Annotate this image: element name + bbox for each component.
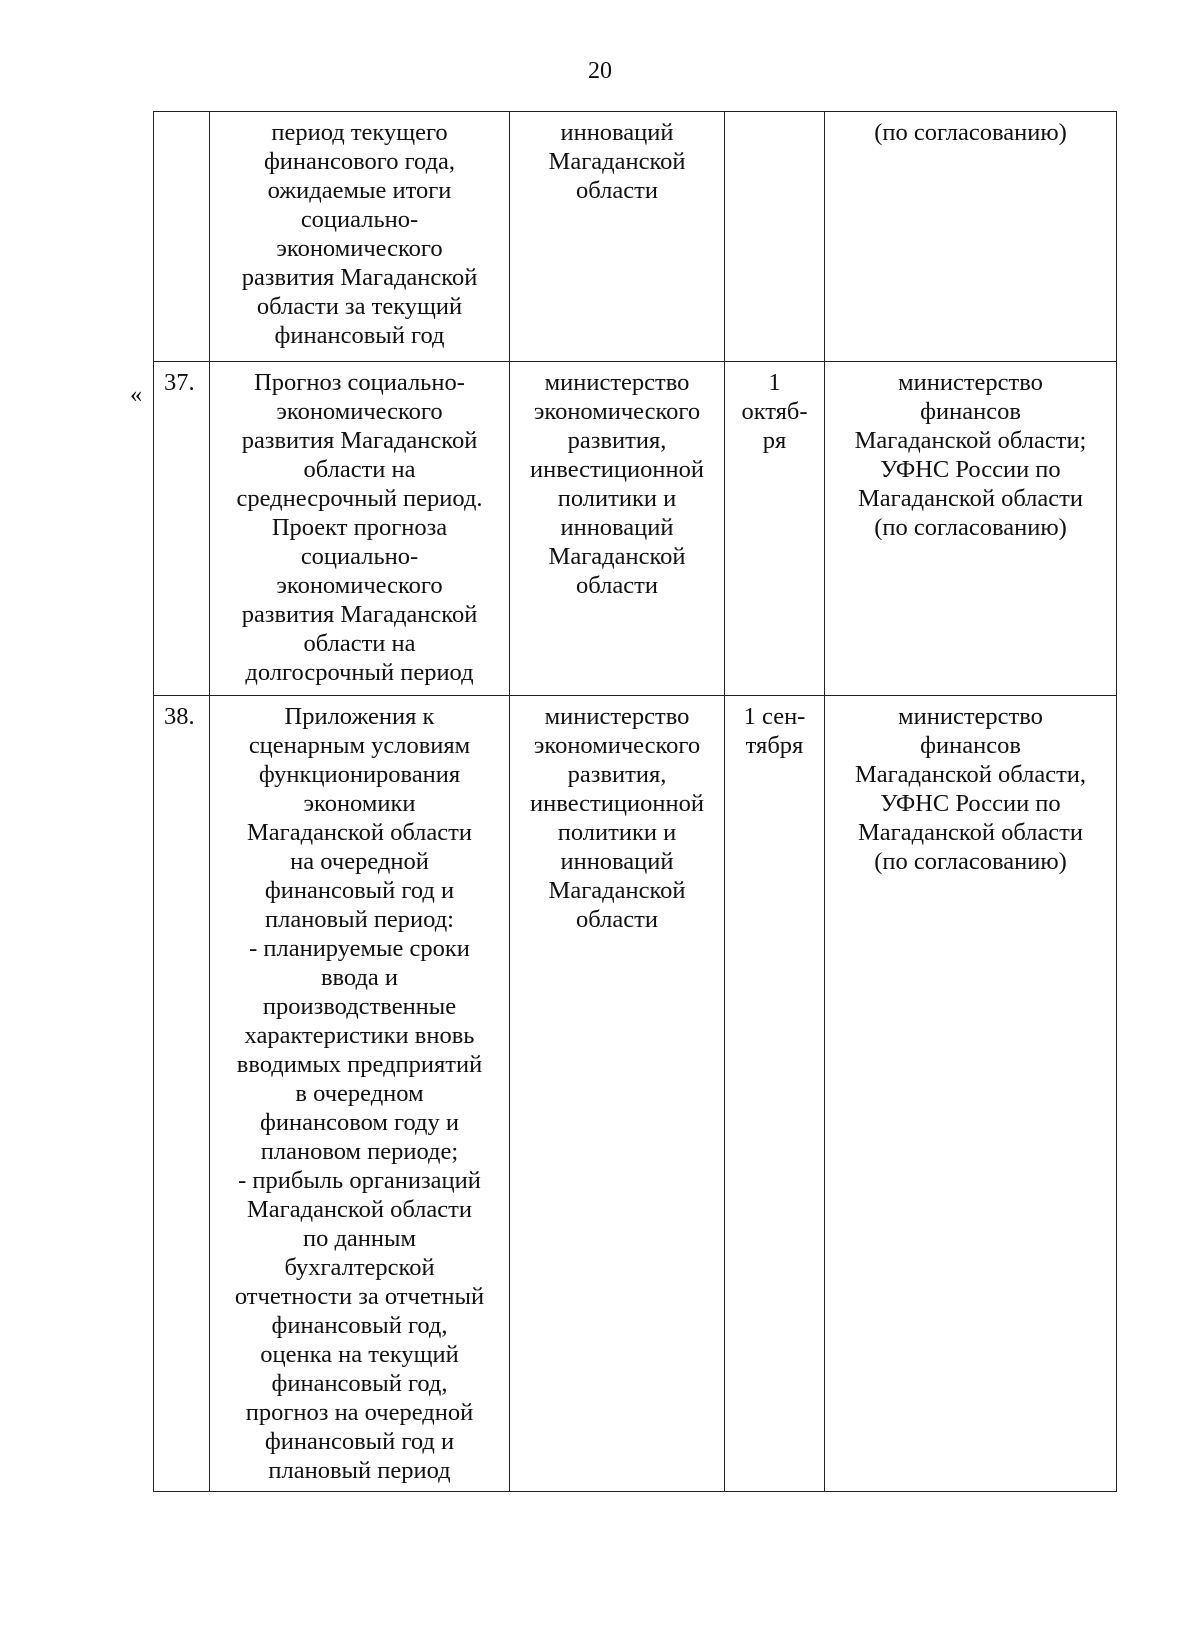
deadline-cell xyxy=(725,112,825,362)
plan-table xyxy=(153,111,1117,1492)
responsible-cell: министерство экономического развития, инвестиционной политики и инноваций Магаданской области xyxy=(510,362,725,696)
task-name-cell: Прогноз социально- экономического развития Магаданской области на среднесрочный период. Проект прогноза социально- экономического развития Магаданской области на долгосрочный период xyxy=(210,362,510,696)
task-name-cell: период текущего финансового года, ожидаемые итоги социально- экономического развития Магаданской области за текущий финансовый год xyxy=(210,112,510,362)
row-number-cell xyxy=(154,112,210,362)
table-row-continuation xyxy=(154,112,1117,362)
row-number-cell: 38. xyxy=(154,696,210,1492)
table-row-38 xyxy=(154,696,1117,1492)
responsible-cell: инноваций Магаданской области xyxy=(510,112,725,362)
task-name-cell: Приложения к сценарным условиям функционирования экономики Магаданской области на очередной финансовый год и плановый период: - планируемые сроки ввода и производственные характеристики вновь вводимых предприятий в очередном финансовом году и плановом периоде; - прибыль организаций Магаданской области по данным бухгалтерской отчетности за отчетный финансовый год, оценка на текущий финансовый год, прогноз на очередной финансовый год и плановый период xyxy=(210,696,510,1492)
responsible-cell: министерство экономического развития, инвестиционной политики и инноваций Магаданской области xyxy=(510,696,725,1492)
coexecutors-cell: (по согласованию) xyxy=(825,112,1117,362)
coexecutors-cell: министерство финансов Магаданской области, УФНС России по Магаданской области (по согласованию) xyxy=(825,696,1117,1492)
page-number: 20 xyxy=(588,58,612,84)
opening-quote-mark: « xyxy=(130,381,143,408)
table-row-37 xyxy=(154,362,1117,696)
deadline-cell: 1 октяб- ря xyxy=(725,362,825,696)
deadline-cell: 1 сен- тября xyxy=(725,696,825,1492)
coexecutors-cell: министерство финансов Магаданской области; УФНС России по Магаданской области (по согласованию) xyxy=(825,362,1117,696)
row-number-cell: 37. xyxy=(154,362,210,696)
